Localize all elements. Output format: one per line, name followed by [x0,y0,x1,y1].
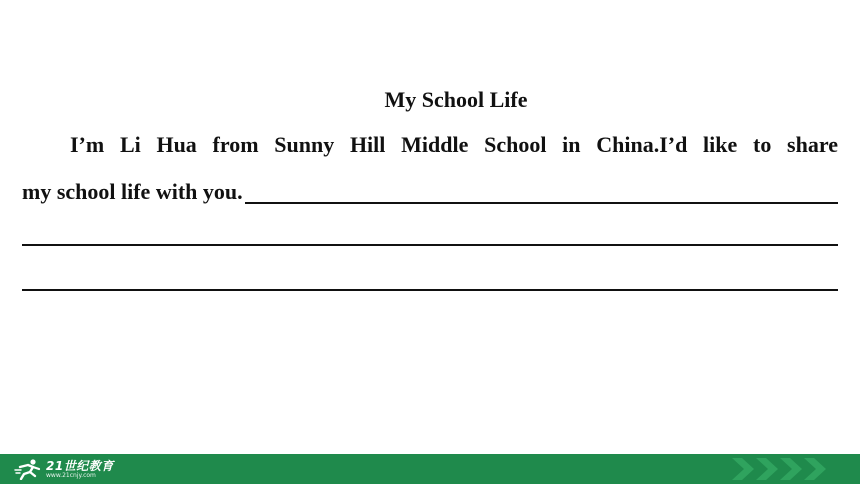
runner-logo-icon [14,458,44,480]
footer-bar [0,454,860,484]
paragraph-line-1: I’m Li Hua from Sunny Hill Middle School in China.I’d like to share [70,132,838,157]
writing-line [22,244,838,246]
chevron-decoration-icon [732,454,842,484]
paragraph-line-2-text: my school life with you. [22,179,243,204]
writing-blank-line [245,202,838,204]
writing-line [22,289,838,291]
logo-url: www.21cnjy.com [46,471,96,479]
brand-logo [14,457,114,481]
document-title: My School Life [384,87,528,112]
logo-name: 21世纪教育 [46,458,114,473]
paragraph-line-2 [22,178,838,206]
